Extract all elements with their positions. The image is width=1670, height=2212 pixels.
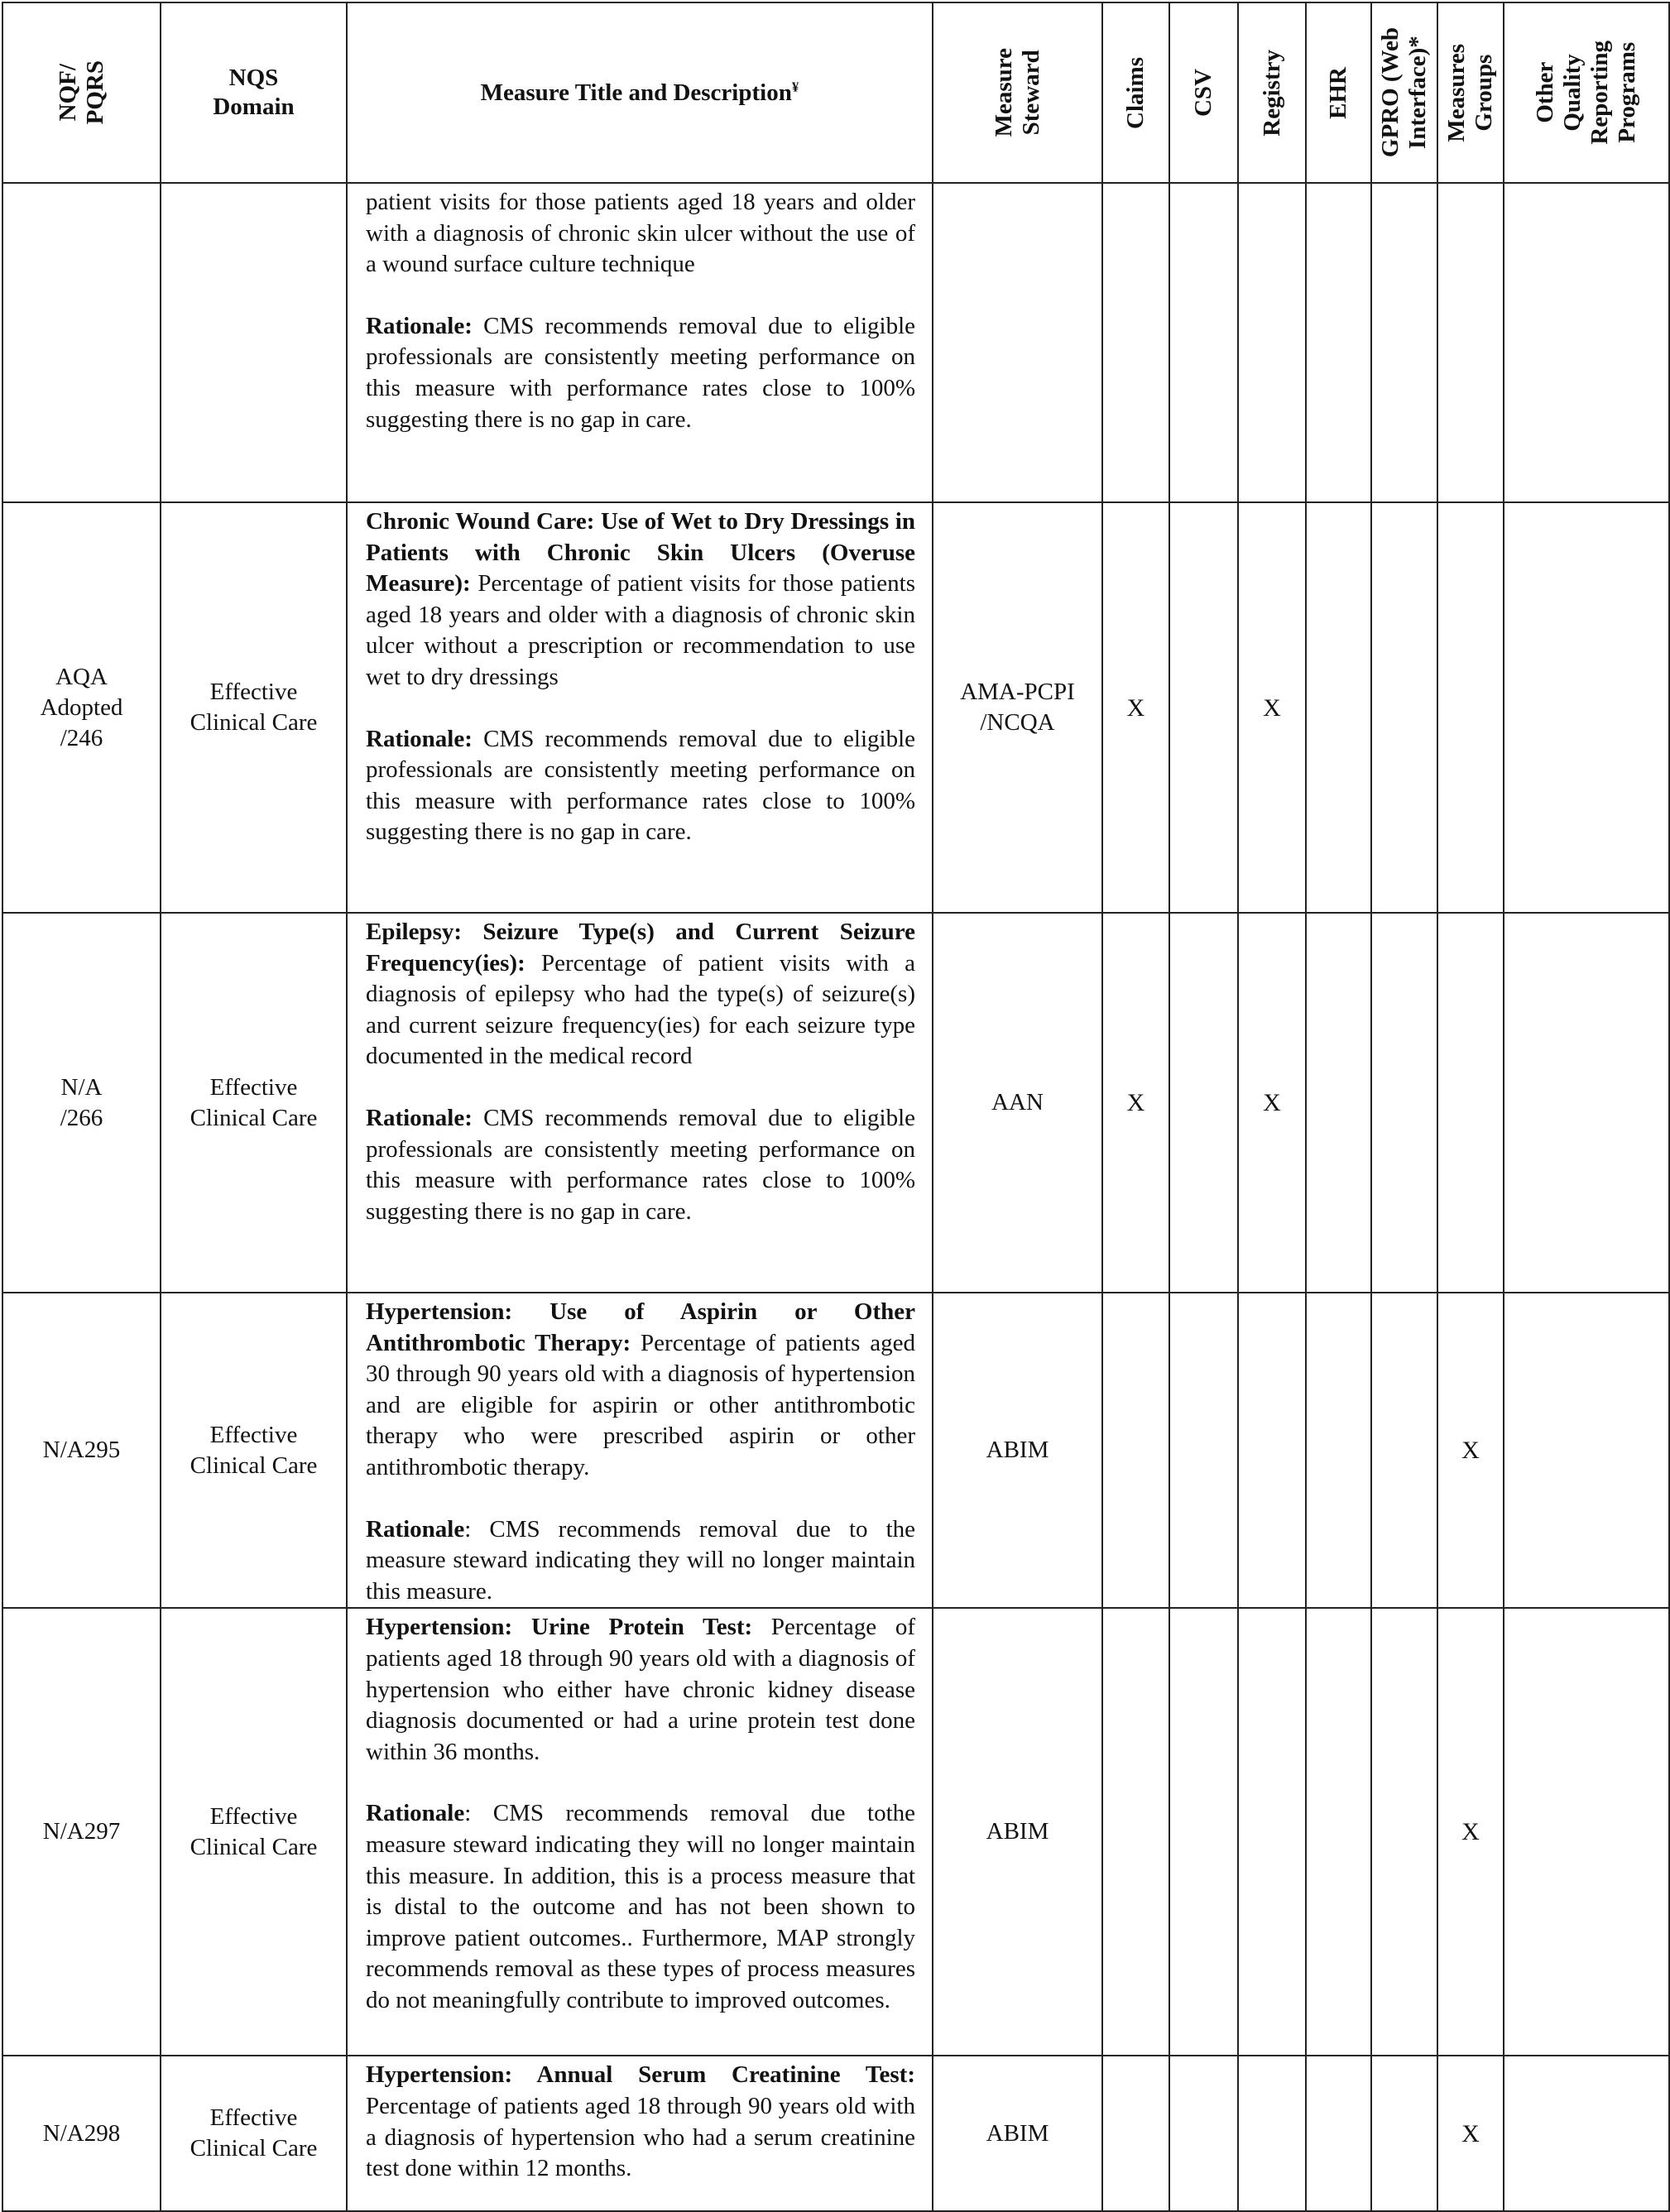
cell-registry: X — [1238, 913, 1306, 1293]
rationale-text: : CMS recommends removal due to the measure steward indicating they will no longer maintain this measure. — [366, 1515, 915, 1605]
cell-registry — [1238, 183, 1306, 502]
cell-other-programs — [1504, 1293, 1669, 1608]
cell-domain: Effective Clinical Care — [161, 1293, 347, 1608]
cell-csv — [1169, 913, 1238, 1293]
measure-title: Chronic Wound Care: Use of Wet to Dry Dressings in Patients with Chronic Skin Ulcers (Overuse Measure): — [366, 508, 915, 597]
cell-measures-groups — [1437, 183, 1504, 502]
measure-title: Hypertension: Annual Serum Creatinine Test: — [366, 2061, 915, 2089]
header-registry: Registry — [1238, 2, 1306, 183]
cell-csv — [1169, 1293, 1238, 1608]
cell-claims — [1102, 183, 1169, 502]
rationale-text: CMS recommends removal due to eligible professionals are consistently meeting performance on this measure with performance rates close to 100% suggesting there is no gap in care. — [366, 725, 915, 846]
cell-description — [347, 1293, 933, 1608]
cell-claims — [1102, 2056, 1169, 2211]
cell-claims — [1102, 1293, 1169, 1608]
cell-gpro — [1371, 1608, 1437, 2056]
cell-ehr — [1306, 502, 1371, 913]
rationale-label: Rationale — [366, 1800, 465, 1827]
header-other-programs: Other Quality Reporting Programs — [1504, 2, 1669, 183]
header-title: Measure Title and Description¥ — [347, 2, 933, 183]
rationale-text: : CMS recommends removal due tothe measure steward indicating they will no longer maintain this measure. In addition, this is a process measure that is distal to the outcome and has not been shown to improve patient outcomes.. Furthermore, MAP strongly recommends removal as these types of process measures do not meaningfully contribute to improved outcomes. — [366, 1800, 915, 2013]
cell-steward: ABIM — [933, 1608, 1102, 2056]
measures-table-page — [2, 2, 1668, 2204]
cell-nqf: N/A297 — [2, 1608, 161, 2056]
cell-nqf: AQA Adopted /246 — [2, 502, 161, 913]
header-gpro: GPRO (Web Interface)* — [1371, 2, 1437, 183]
measure-description: Percentage of patients aged 18 through 90 years old with a diagnosis of hypertension who either have chronic kidney disease diagnosis documented or had a urine protein test done within 36 months. — [366, 1614, 916, 1765]
cell-registry — [1238, 2056, 1306, 2211]
rationale-text: CMS recommends removal due to eligible professionals are consistently meeting performance on this measure with performance rates close to 100% suggesting there is no gap in care. — [366, 312, 915, 433]
cell-measures-groups: X — [1437, 1608, 1504, 2056]
header-claims: Claims — [1102, 2, 1169, 183]
measure-description: Percentage of patients aged 30 through 90 years old with a diagnosis of hypertension and are eligible for aspirin or other antithrombotic therapy who were prescribed aspirin or other antithrombotic therapy. — [366, 1329, 915, 1480]
table-row — [2, 1608, 1669, 2056]
cell-description — [347, 183, 933, 502]
cell-gpro — [1371, 2056, 1437, 2211]
header-csv: CSV — [1169, 2, 1238, 183]
measures-table — [2, 2, 1670, 2212]
cell-nqf — [2, 183, 161, 502]
cell-steward: ABIM — [933, 1293, 1102, 1608]
rationale-label: Rationale: — [366, 1104, 473, 1131]
cell-steward: AMA-PCPI /NCQA — [933, 502, 1102, 913]
cell-description — [347, 1608, 933, 2056]
header-steward: Measure Steward — [933, 2, 1102, 183]
cell-measures-groups — [1437, 502, 1504, 913]
cell-gpro — [1371, 502, 1437, 913]
cell-other-programs — [1504, 502, 1669, 913]
table-row — [2, 1293, 1669, 1608]
table-row — [2, 2056, 1669, 2211]
cell-csv — [1169, 2056, 1238, 2211]
cell-other-programs — [1504, 2056, 1669, 2211]
measure-title: Epilepsy: Seizure Type(s) and Current Seizure Frequency(ies): — [366, 919, 915, 976]
table-row — [2, 913, 1669, 1293]
cell-domain: Effective Clinical Care — [161, 913, 347, 1293]
cell-claims: X — [1102, 502, 1169, 913]
cell-claims — [1102, 1608, 1169, 2056]
cell-steward: AAN — [933, 913, 1102, 1293]
cell-csv — [1169, 1608, 1238, 2056]
cell-description — [347, 913, 933, 1293]
rationale-label: Rationale — [366, 1515, 465, 1543]
cell-ehr — [1306, 913, 1371, 1293]
cell-gpro — [1371, 1293, 1437, 1608]
cell-csv — [1169, 183, 1238, 502]
cell-domain: Effective Clinical Care — [161, 2056, 347, 2211]
cell-registry — [1238, 1608, 1306, 2056]
cell-description — [347, 502, 933, 913]
cell-registry: X — [1238, 502, 1306, 913]
measure-description: patient visits for those patients aged 18 years and older with a diagnosis of chronic skin ulcer without the use of a wound surface culture technique — [366, 189, 915, 278]
cell-registry — [1238, 1293, 1306, 1608]
measure-title: Hypertension: Urine Protein Test: — [366, 1614, 753, 1641]
cell-domain — [161, 183, 347, 502]
cell-other-programs — [1504, 913, 1669, 1293]
cell-claims: X — [1102, 913, 1169, 1293]
measure-title: Hypertension: Use of Aspirin or Other Antithrombotic Therapy: — [366, 1298, 915, 1356]
cell-ehr — [1306, 183, 1371, 502]
cell-domain: Effective Clinical Care — [161, 502, 347, 913]
yen-footnote-mark: ¥ — [791, 78, 799, 94]
cell-measures-groups: X — [1437, 1293, 1504, 1608]
table-row — [2, 183, 1669, 502]
cell-ehr — [1306, 1293, 1371, 1608]
cell-steward — [933, 183, 1102, 502]
header-measures-groups: Measures Groups — [1437, 2, 1504, 183]
header-nqf: NQF/ PQRS — [2, 2, 161, 183]
cell-domain: Effective Clinical Care — [161, 1608, 347, 2056]
header-domain: NQS Domain — [161, 2, 347, 183]
rationale-label: Rationale: — [366, 312, 473, 339]
header-ehr: EHR — [1306, 2, 1371, 183]
measure-description: Percentage of patients aged 18 through 90 years old with a diagnosis of hypertension who had a serum creatinine test done within 12 months. — [366, 2092, 915, 2182]
rationale-label: Rationale: — [366, 725, 473, 752]
cell-gpro — [1371, 913, 1437, 1293]
cell-description — [347, 2056, 933, 2211]
cell-other-programs — [1504, 183, 1669, 502]
cell-gpro — [1371, 183, 1437, 502]
table-row — [2, 502, 1669, 913]
cell-csv — [1169, 502, 1238, 913]
cell-measures-groups — [1437, 913, 1504, 1293]
table-header-row — [2, 2, 1669, 183]
cell-measures-groups: X — [1437, 2056, 1504, 2211]
cell-steward: ABIM — [933, 2056, 1102, 2211]
rationale-text: CMS recommends removal due to eligible professionals are consistently meeting performance on this measure with performance rates close to 100% suggesting there is no gap in care. — [366, 1104, 915, 1225]
measure-description: Percentage of patient visits for those patients aged 18 years and older with a diagnosis of chronic skin ulcer without a prescription or recommendation to use wet to dry dressings — [366, 570, 915, 690]
cell-ehr — [1306, 2056, 1371, 2211]
cell-nqf: N/A298 — [2, 2056, 161, 2211]
measure-description: Percentage of patient visits with a diagnosis of epilepsy who had the type(s) of seizure(s) and current seizure frequency(ies) for each seizure type documented in the medical record — [366, 949, 915, 1070]
cell-ehr — [1306, 1608, 1371, 2056]
cell-nqf: N/A /266 — [2, 913, 161, 1293]
cell-other-programs — [1504, 1608, 1669, 2056]
cell-nqf: N/A295 — [2, 1293, 161, 1608]
